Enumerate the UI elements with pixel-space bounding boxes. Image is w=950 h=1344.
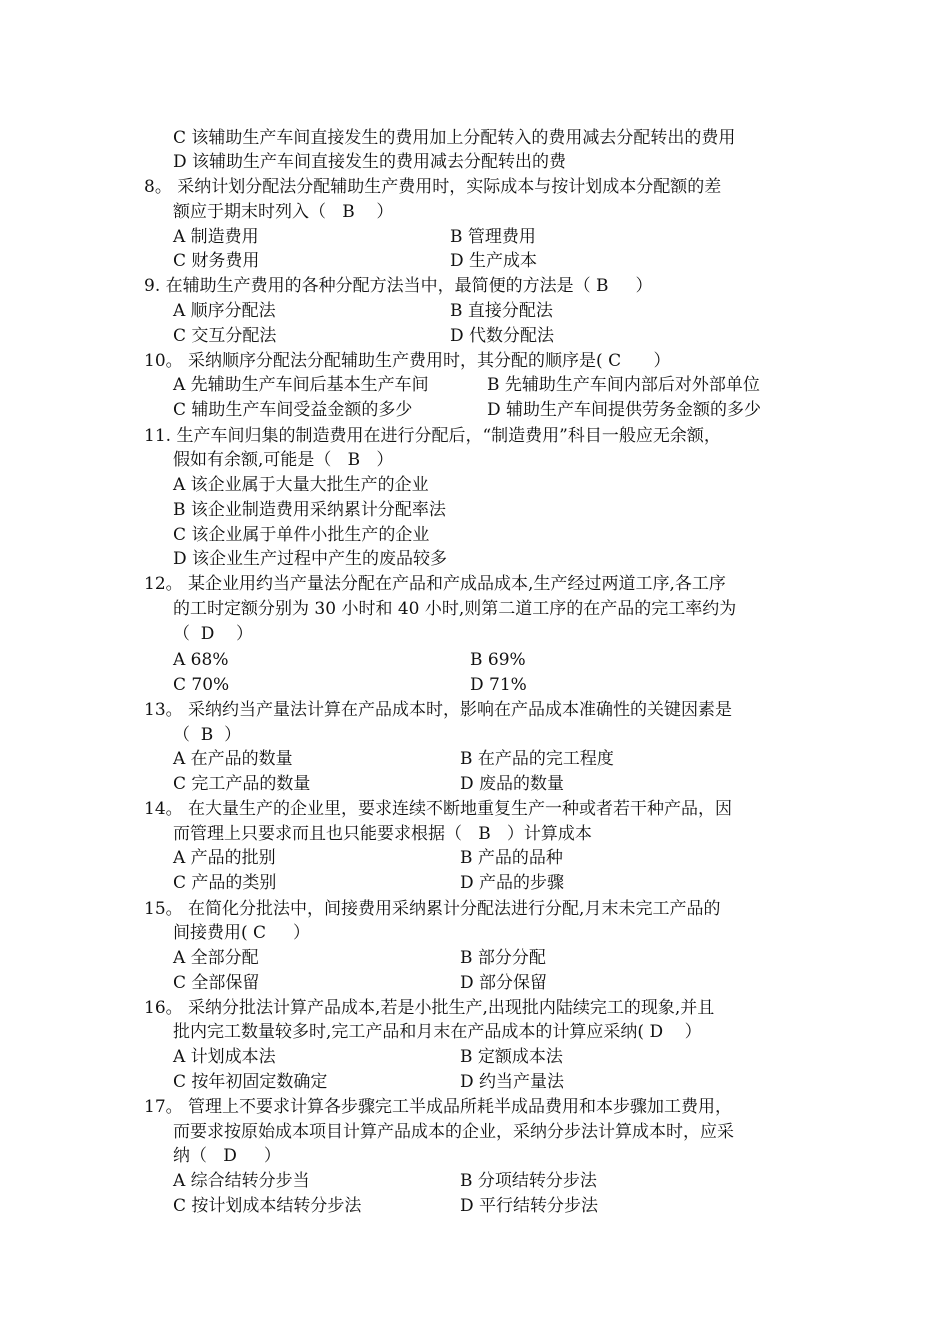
q8-option-c: C 财务费用 [173, 251, 260, 271]
q17-option-c: C 按计划成本结转分步法 [173, 1196, 362, 1216]
q8-option-a: A 制造费用 [173, 227, 259, 247]
q15-option-b: B 部分分配 [460, 948, 546, 968]
q17-stem-line1: 17。 管理上不要求计算各步骤完工半成品所耗半成品费用和本步骤加工费用， [144, 1097, 733, 1117]
q13-stem-line2: （ B ） [173, 725, 242, 745]
q14-option-b: B 产品的品种 [460, 848, 563, 868]
q14-stem-line1: 14。 在大量生产的企业里，要求连续不断地重复生产一种或者若干种产品，因 [144, 799, 733, 819]
q12-option-d: D 71% [470, 675, 527, 695]
q11-option-b: B 该企业制造费用采纳累计分配率法 [173, 500, 446, 520]
q11-stem-line2: 假如有余额,可能是（ B ） [173, 450, 394, 470]
q15-option-c: C 全部保留 [173, 973, 260, 993]
q9-option-c: C 交互分配法 [173, 326, 277, 346]
q15-stem-line1: 15。 在简化分批法中，间接费用采纳累计分配法进行分配,月末未完工产品的 [144, 899, 721, 919]
q8-option-b: B 管理费用 [450, 227, 536, 247]
q15-option-a: A 全部分配 [173, 948, 259, 968]
q9-option-a: A 顺序分配法 [173, 301, 276, 321]
q12-option-c: C 70% [173, 675, 230, 695]
q14-option-c: C 产品的类别 [173, 873, 277, 893]
q10-option-c: C 辅助生产车间受益金额的多少 [173, 400, 413, 420]
q16-option-a: A 计划成本法 [173, 1047, 276, 1067]
q14-option-d: D 产品的步骤 [460, 873, 565, 893]
q13-option-c: C 完工产品的数量 [173, 774, 311, 794]
q14-option-a: A 产品的批别 [173, 848, 276, 868]
q10-option-d: D 辅助生产车间提供劳务金额的多少 [487, 400, 762, 420]
q15-option-d: D 部分保留 [460, 973, 548, 993]
q13-option-d: D 废品的数量 [460, 774, 565, 794]
q16-stem-line1: 16。 采纳分批法计算产品成本,若是小批生产,出现批内陆续完工的现象,并且 [144, 998, 715, 1018]
q13-option-b: B 在产品的完工程度 [460, 749, 614, 769]
q16-option-d: D 约当产量法 [460, 1072, 565, 1092]
q13-option-a: A 在产品的数量 [173, 749, 293, 769]
q11-option-a: A 该企业属于大量大批生产的企业 [173, 475, 429, 495]
q10-option-a: A 先辅助生产车间后基本生产车间 [173, 375, 429, 395]
q9-stem-line1: 9. 在辅助生产费用的各种分配方法当中，最简便的方法是（ B ） [144, 276, 653, 296]
q10-stem-line1: 10。 采纳顺序分配法分配辅助生产费用时，其分配的顺序是( C ） [144, 351, 671, 371]
q14-stem-line2: 而管理上只要求而且也只能要求根据（ B ）计算成本 [173, 824, 592, 844]
q17-option-d: D 平行结转分步法 [460, 1196, 599, 1216]
q13-stem-line1: 13。 采纳约当产量法计算在产品成本时，影响在产品成本准确性的关键因素是 [144, 700, 733, 720]
q15-stem-line2: 间接费用( C ） [173, 923, 311, 943]
q8-stem-line1: 8。 采纳计划分配法分配辅助生产费用时，实际成本与按计划成本分配额的差 [144, 177, 722, 197]
q12-stem-line1: 12。 某企业用约当产量法分配在产品和产成品成本,生产经过两道工序,各工序 [144, 574, 726, 594]
q12-stem-line2: 的工时定额分别为 30 小时和 40 小时,则第二道工序的在产品的完工率约为 [173, 599, 737, 619]
q11-stem-line1: 11. 生产车间归集的制造费用在进行分配后，“制造费用”科目一般应无余额， [144, 426, 721, 446]
q8-option-d: D 生产成本 [450, 251, 538, 271]
q17-stem-line2: 而要求按原始成本项目计算产品成本的企业，采纳分步法计算成本时，应采 [173, 1122, 734, 1142]
q11-option-d: D 该企业生产过程中产生的废品较多 [173, 549, 448, 569]
q16-stem-line2: 批内完工数量较多时,完工产品和月末在产品成本的计算应采纳( D ） [173, 1022, 702, 1042]
q12-stem-line3: （ D ） [173, 624, 254, 644]
q12-option-a: A 68% [173, 650, 229, 670]
q8-stem-line2: 额应于期末时列入（ B ） [173, 202, 394, 222]
q9-option-d: D 代数分配法 [450, 326, 555, 346]
q10-option-b: B 先辅助生产车间内部后对外部单位 [487, 375, 760, 395]
q7-option-d: D 该辅助生产车间直接发生的费用减去分配转出的费 [173, 152, 567, 172]
q9-option-b: B 直接分配法 [450, 301, 553, 321]
q17-option-a: A 综合结转分步当 [173, 1171, 310, 1191]
q17-option-b: B 分项结转分步法 [460, 1171, 597, 1191]
q7-option-c: C 该辅助生产车间直接发生的费用加上分配转入的费用减去分配转出的费用 [173, 128, 736, 148]
q11-option-c: C 该企业属于单件小批生产的企业 [173, 525, 430, 545]
q16-option-b: B 定额成本法 [460, 1047, 563, 1067]
q12-option-b: B 69% [470, 650, 526, 670]
q16-option-c: C 按年初固定数确定 [173, 1072, 328, 1092]
q17-stem-line3: 纳（ D ） [173, 1146, 281, 1166]
